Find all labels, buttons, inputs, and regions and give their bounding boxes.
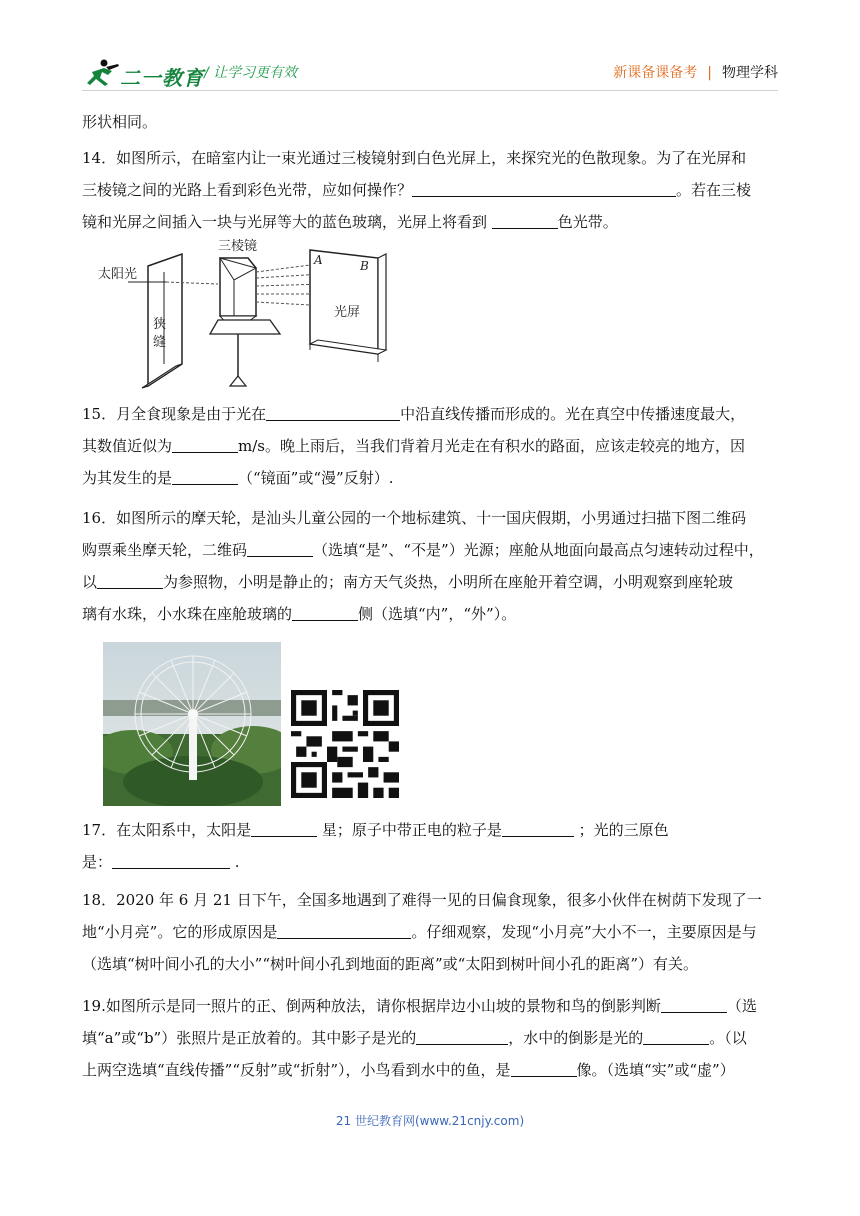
ferris-wheel-photo xyxy=(103,642,281,806)
q15-text: m/s。晚上雨后，当我们背着月光走在有积水的路面，应该走较亮的地方，因 xyxy=(238,437,745,455)
q19-answer-blank-2[interactable] xyxy=(416,1028,508,1045)
q14-answer-blank-2[interactable] xyxy=(492,212,558,229)
q17-answer-blank-2[interactable] xyxy=(502,820,574,837)
question-17 xyxy=(82,814,782,878)
q14-text: 。若在三棱 xyxy=(676,181,752,199)
point-a-label: A xyxy=(314,253,323,267)
header-right xyxy=(613,62,778,82)
q17-answer-blank-3[interactable] xyxy=(112,852,230,869)
q19-line-2 xyxy=(82,1022,782,1054)
q19-answer-blank-1[interactable] xyxy=(661,996,727,1013)
q19-text: 上两空选填“直线传播”“反射”或“折射”），小鸟看到水中的鱼，是 xyxy=(82,1061,511,1079)
page-header xyxy=(82,54,778,94)
q14-line-2 xyxy=(82,174,782,206)
q19-text: 。（以 xyxy=(709,1029,747,1047)
q15-answer-blank-3[interactable] xyxy=(172,468,238,485)
q16-answer-blank-2[interactable] xyxy=(97,572,163,589)
question-16 xyxy=(82,502,782,630)
q17-text: 星；原子中带正电的粒子是 xyxy=(321,821,502,839)
q16-answer-blank-3[interactable] xyxy=(292,604,358,621)
question-15 xyxy=(82,398,782,494)
q17-text: 17．在太阳系中，太阳是 xyxy=(82,821,252,839)
q19-line-3 xyxy=(82,1054,782,1086)
q16-line-3 xyxy=(82,566,782,598)
q18-line-1: 18．2020 年 6 月 21 日下午，全国多地遇到了难得一见的日偏食现象，很多小伙伴在树荫下发现了一 xyxy=(82,891,762,909)
q19-answer-blank-3[interactable] xyxy=(643,1028,709,1045)
header-separator: | xyxy=(707,65,712,81)
q19-text: ，水中的倒影是光的 xyxy=(508,1029,644,1047)
q15-text: 15．月全食现象是由于光在 xyxy=(82,405,267,423)
question-14 xyxy=(82,142,782,238)
q14-line-1: 14．如图所示，在暗室内让一束光通过三棱镜射到白色光屏上，来探究光的色散现象。为了在光屏和 xyxy=(82,149,747,167)
q14-line-3 xyxy=(82,206,782,238)
q19-text: 填“a”或“b”）张照片是正放着的。其中影子是光的 xyxy=(82,1029,417,1047)
qr-code xyxy=(291,690,399,798)
q15-line-3 xyxy=(82,462,782,494)
prism-dispersion-figure xyxy=(98,236,398,394)
q14-text: 色光带。 xyxy=(557,213,618,231)
q18-text: 地“小月亮”。它的形成原因是 xyxy=(82,923,278,941)
q15-line-2 xyxy=(82,430,782,462)
q16-text: （选填“是”、“不是”）光源；座舱从地面向最高点匀速转动过程中， xyxy=(313,541,764,559)
subject-label: 物理学科 xyxy=(722,65,778,81)
q15-line-1 xyxy=(82,398,782,430)
q17-answer-blank-1[interactable] xyxy=(251,820,317,837)
q14-text: 镜和光屏之间插入一块与光屏等大的蓝色玻璃，光屏上将看到 xyxy=(82,213,488,231)
q16-text: 侧（选填“内”，“外”）。 xyxy=(358,605,517,623)
runner-logo-icon xyxy=(82,58,122,88)
q16-text: 以 xyxy=(82,573,98,591)
q16-text: 为参照物，小明是静止的；南方天气炎热，小明所在座舱开着空调，小明观察到座轮玻 xyxy=(163,573,734,591)
q19-text: （选 xyxy=(726,997,757,1015)
q14-text: 三棱镜之间的光路上看到彩色光带，应如何操作？ xyxy=(82,181,413,199)
q16-line-1: 16．如图所示的摩天轮，是汕头儿童公园的一个地标建筑、十一国庆假期，小男通过扫描下图二维码 xyxy=(82,509,747,527)
q16-line-2 xyxy=(82,534,782,566)
header-divider xyxy=(82,90,778,91)
q15-text: （“镜面”或“漫”反射）. xyxy=(238,469,394,487)
q19-text: 像。（选填“实”或“虚”） xyxy=(576,1061,735,1079)
question-19 xyxy=(82,990,782,1086)
page-footer[interactable]: 21 世纪教育网(www.21cnjy.com) xyxy=(335,1114,525,1128)
q17-text: . xyxy=(234,853,240,871)
prism-label: 三棱镜 xyxy=(218,239,258,254)
q15-answer-blank-2[interactable] xyxy=(172,436,238,453)
brand-name: 二一教育 xyxy=(120,66,204,90)
q14-answer-blank-1[interactable] xyxy=(412,180,676,197)
q18-line-2 xyxy=(82,916,782,948)
q16-text: 璃有水珠，小水珠在座舱玻璃的 xyxy=(82,605,293,623)
q19-text: 19.如图所示是同一照片的正、倒两种放法，请你根据岸边小山坡的景物和鸟的倒影判断 xyxy=(82,997,661,1015)
q19-answer-blank-4[interactable] xyxy=(511,1060,577,1077)
q17-text: ；光的三原色 xyxy=(578,821,669,839)
q18-answer-blank-1[interactable] xyxy=(277,922,411,939)
q17-line-1 xyxy=(82,814,782,846)
slit-label-1: 狭 xyxy=(153,317,167,332)
course-label: 新课备课备考 xyxy=(613,65,698,81)
q17-text: 是： xyxy=(82,853,113,871)
screen-label: 光屏 xyxy=(334,305,361,320)
q17-line-2 xyxy=(82,846,782,878)
q15-text: 中沿直线传播而形成的。光在真空中传播速度最大， xyxy=(400,405,746,423)
q15-answer-blank-1[interactable] xyxy=(266,404,400,421)
q15-text: 为其发生的是 xyxy=(82,469,173,487)
prev-question-tail: 形状相同。 xyxy=(82,113,158,131)
q18-text: 。仔细观察，发现“小月亮”大小不一，主要原因是与 xyxy=(411,923,757,941)
brand-slogan: / 让学习更有效 xyxy=(204,65,298,81)
sunlight-label: 太阳光 xyxy=(98,267,138,282)
q15-text: 其数值近似为 xyxy=(82,437,173,455)
q16-text: 购票乘坐摩天轮，二维码 xyxy=(82,541,248,559)
slit-label-2: 缝 xyxy=(153,335,167,350)
point-b-label: B xyxy=(360,259,369,273)
question-18 xyxy=(82,884,782,980)
q16-line-4 xyxy=(82,598,782,630)
q16-answer-blank-1[interactable] xyxy=(247,540,313,557)
q19-line-1 xyxy=(82,990,782,1022)
q18-line-3: （选填“树叶间小孔的大小”“树叶间小孔到地面的距离”或“太阳到树叶间小孔的距离”）有关。 xyxy=(82,955,699,973)
